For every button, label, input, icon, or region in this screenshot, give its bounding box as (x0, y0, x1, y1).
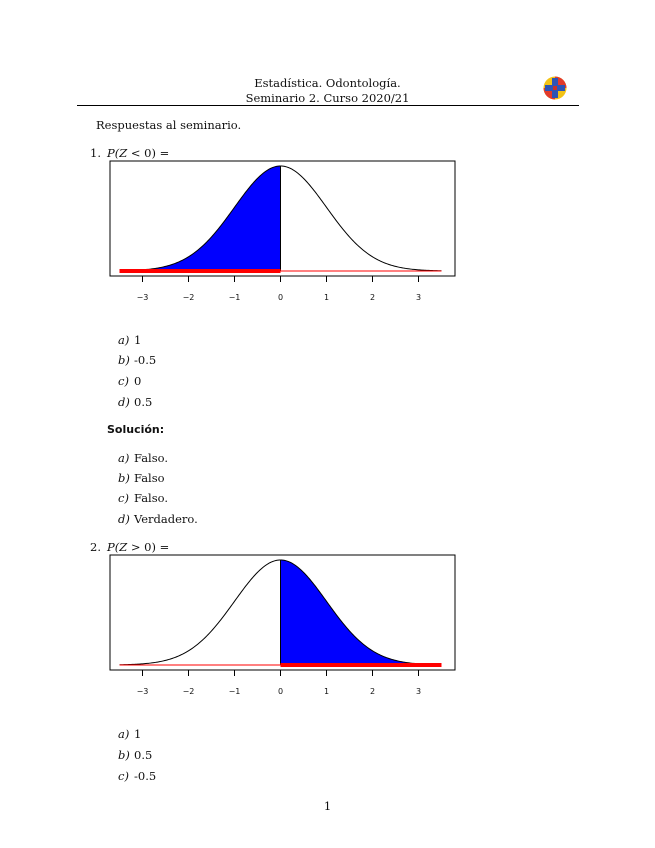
q1-option-c: c) 0 (118, 374, 142, 388)
plot-2-tick-label: −2 (182, 687, 195, 696)
question-1-expr-prefix: P(Z (107, 146, 128, 160)
plot-2-tick-label: 0 (277, 687, 284, 696)
plot-1-tick-label: −2 (182, 293, 195, 302)
plot-2-x-axis (137, 670, 421, 696)
q1-option-a: a) 1 (118, 333, 142, 347)
q2-option-c: c) -0.5 (118, 769, 157, 783)
question-1-expr-suffix: 0) = (144, 146, 170, 160)
plot-2-shaded-area (281, 560, 442, 665)
question-1-number: 1. (90, 146, 101, 160)
question-2-expr-operator: > (130, 540, 141, 554)
plot-2-tick-label: 3 (415, 687, 422, 696)
question-2-expr-suffix: 0) = (144, 540, 170, 554)
q1-solution-c: c) Falso. (118, 491, 169, 505)
normal-plot-1 (100, 158, 465, 318)
question-2-expr-prefix: P(Z (107, 540, 128, 554)
university-logo-icon (543, 76, 567, 100)
q1-solution-d: d) Verdadero. (118, 512, 198, 526)
plot-1-tick-label: −1 (228, 293, 241, 302)
q1-solution-b: b) Falso (118, 471, 165, 485)
q1-solution-a: a) Falso. (118, 451, 169, 465)
plot-1-tick-label: 1 (323, 293, 330, 302)
plot-1-tick-label: 2 (369, 293, 376, 302)
plot-1-tick-label: 0 (277, 293, 284, 302)
plot-1-tick-label: −3 (136, 293, 149, 302)
question-1-expr-operator: < (130, 146, 141, 160)
q1-option-d: d) 0.5 (118, 395, 153, 409)
plot-1-frame (110, 161, 455, 276)
plot-1-x-axis (137, 276, 421, 302)
plot-2-tick-label: 1 (323, 687, 330, 696)
plot-2-tick-label: −3 (136, 687, 149, 696)
plot-1-shaded-area (120, 166, 281, 271)
plot-1-tick-label: 3 (415, 293, 422, 302)
normal-plot-2 (100, 552, 465, 712)
page-number: 1 (323, 799, 332, 813)
question-2-number: 2. (90, 540, 101, 554)
plot-2-tick-label: 2 (369, 687, 376, 696)
q1-solution-title: Solución: (107, 423, 165, 436)
q1-option-b: b) -0.5 (118, 353, 157, 367)
plot-2-tick-label: −1 (228, 687, 241, 696)
header-subtitle: Seminario 2. Curso 2020/21 (245, 91, 410, 105)
intro-text: Respuestas al seminario. (96, 118, 242, 132)
q2-option-a: a) 1 (118, 727, 142, 741)
header-title: Estadística. Odontología. (254, 76, 401, 90)
header-rule (77, 105, 579, 106)
q2-option-b: b) 0.5 (118, 748, 153, 762)
